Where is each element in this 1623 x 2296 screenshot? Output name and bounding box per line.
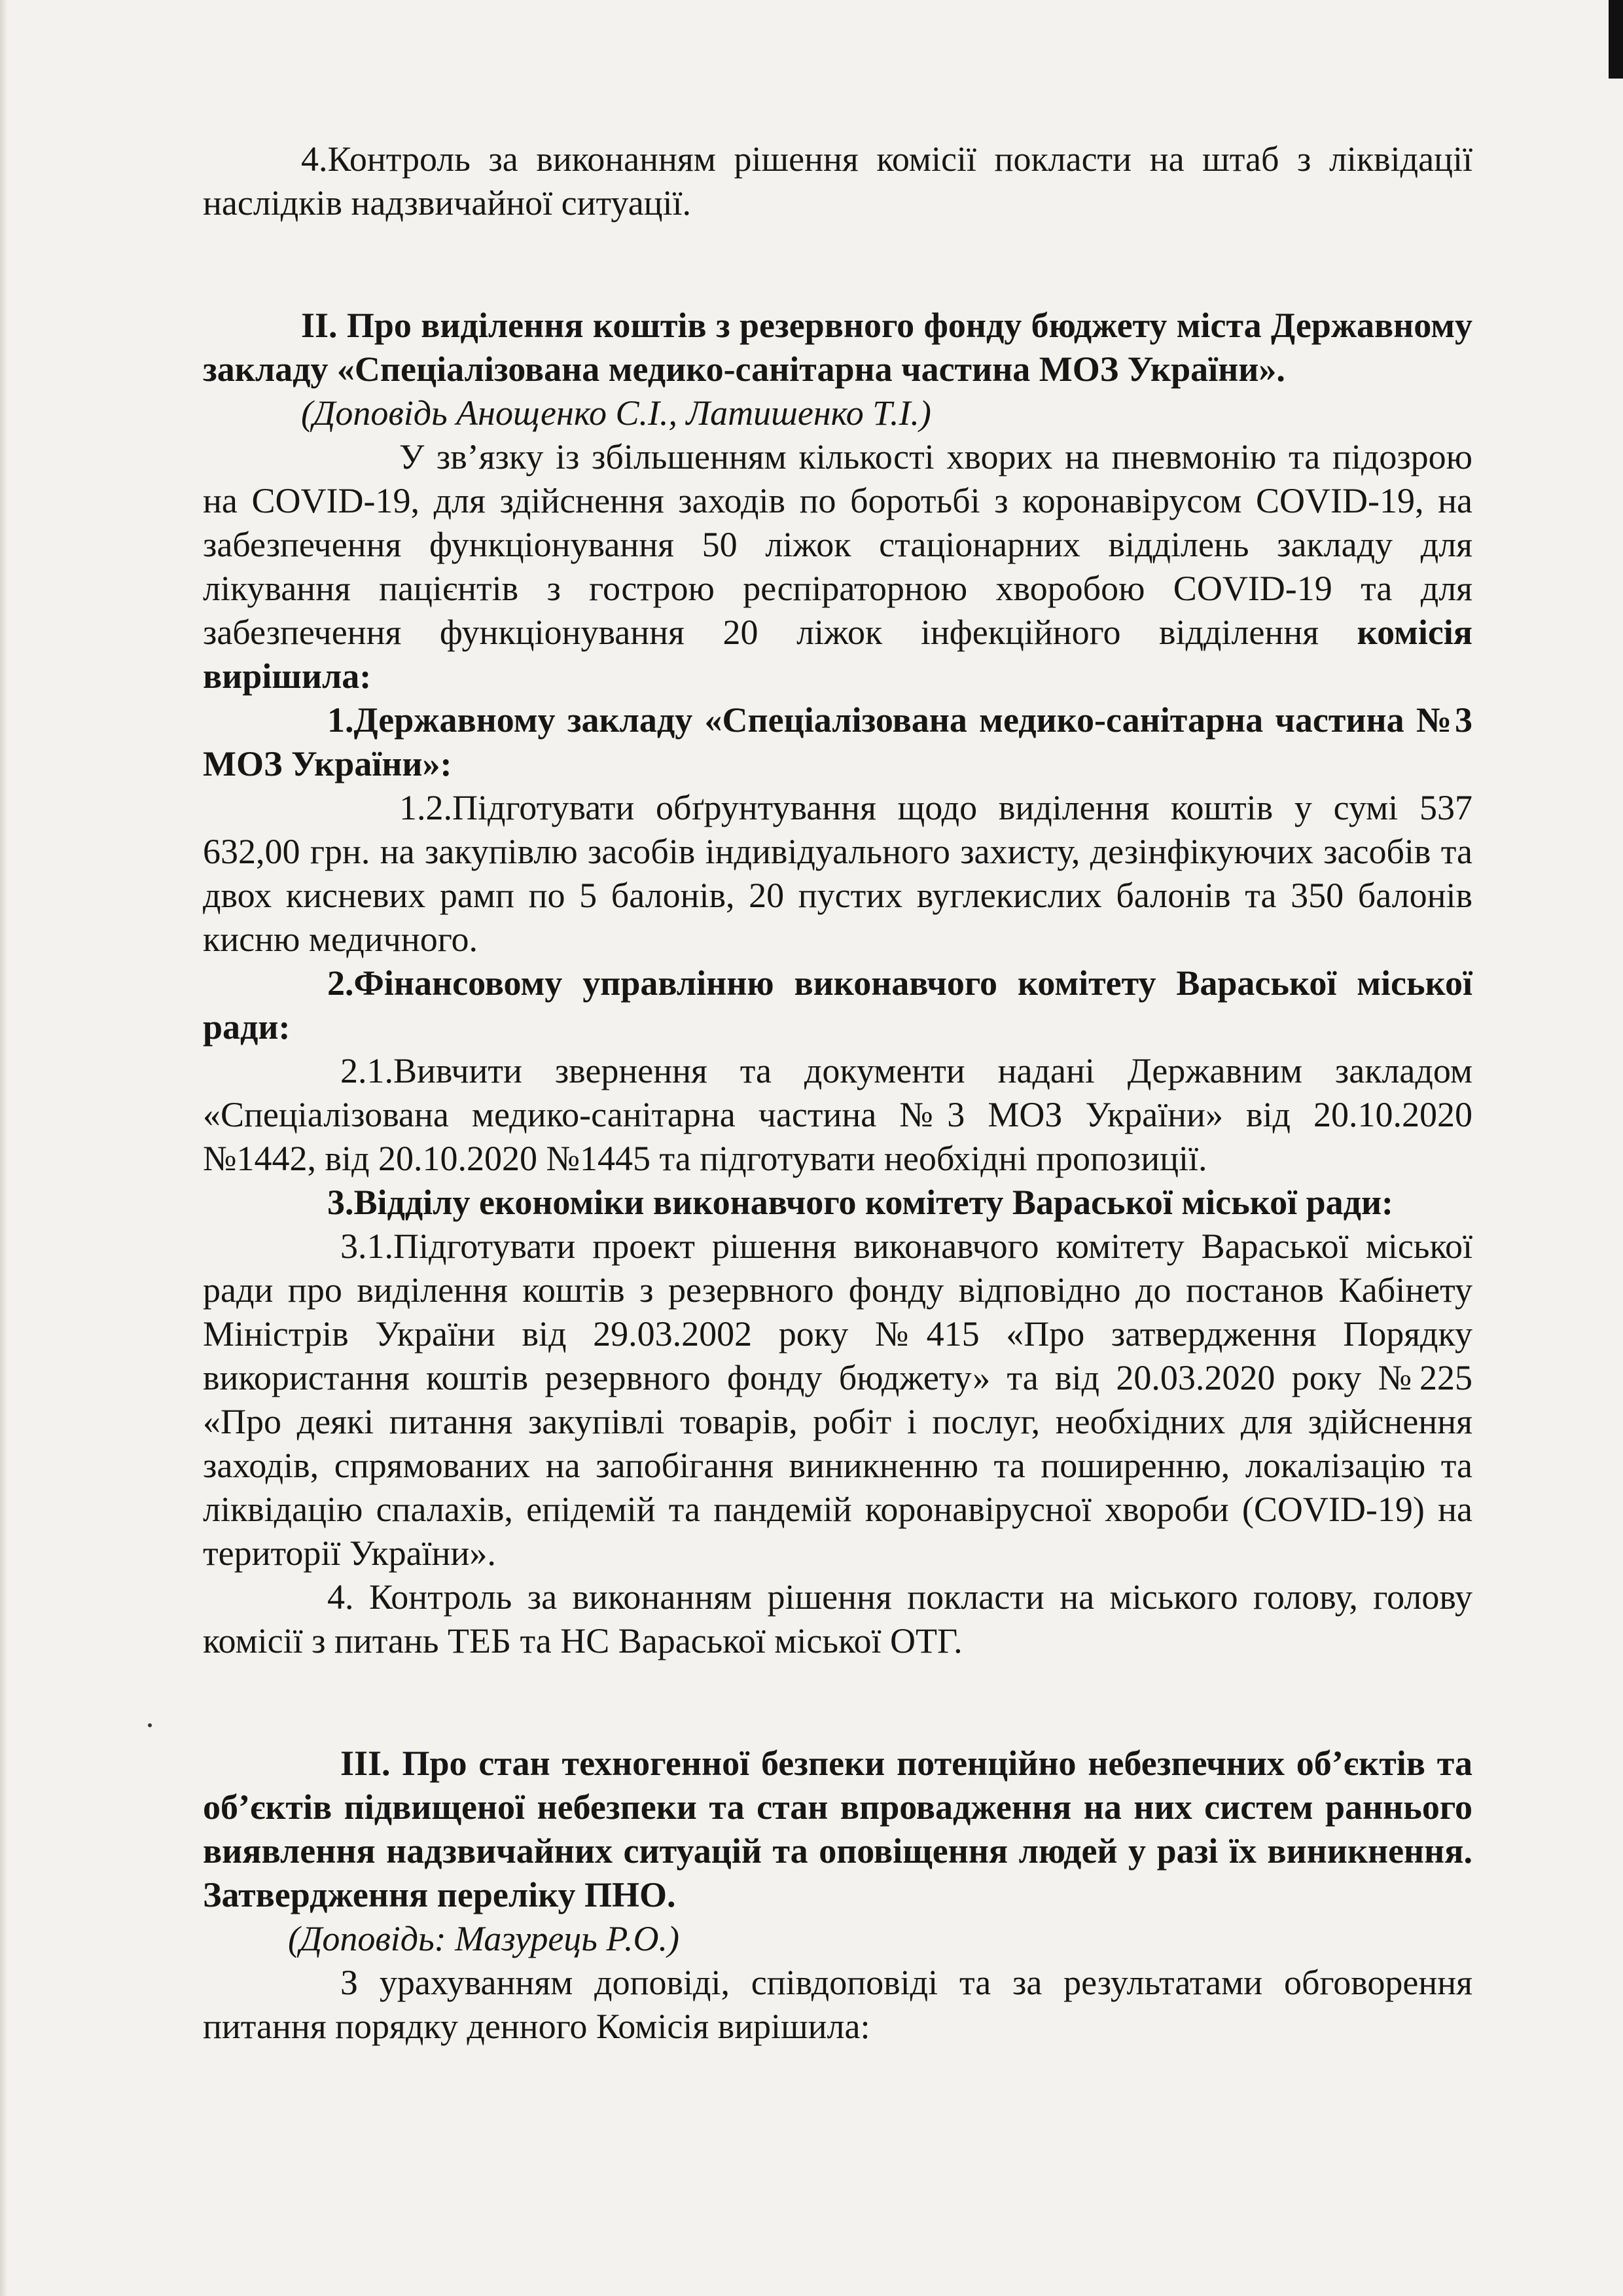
- point-3-1: 3.1.Підготувати проект рішення виконавчого комітету Вараської міської ради про виділення коштів з резервного фонду відповідно до постанов Кабінету Міністрів України від 29.03.2002 року №415 «Про затвердження Порядку використання коштів резервного фонду бюджету» та від 20.03.2020 року №225 «Про деякі питання закупівлі товарів, робіт і послуг, необхідних для здійснення заходів, спрямованих на запобігання виникненню та поширенню, локалізацію та ліквідацію спалахів, епідемій та пандемій коронавірусної хвороби (COVID-19) на території України».: [203, 1227, 1472, 1573]
- section-2-intro-decided: комісія вирішила:: [203, 613, 1473, 696]
- spacer: [203, 225, 1472, 304]
- item-4: 4.Контроль за виконанням рішення комісії покласти на штаб з ліквідації наслідків надзвичайної ситуації.: [203, 139, 1472, 223]
- point-1-2: 1.2.Підготувати обґрунтування щодо виділення коштів у сумі 537 632,00 грн. на закупівлю засобів індивідуального захисту, дезінфікуючих засобів та двох кисневих рамп по 5 балонів, 20 пустих вуглекислих балонів та 350 балонів кисню медичного.: [203, 788, 1472, 959]
- document-page: [203, 137, 1472, 2049]
- point-2-1: 2.1.Вивчити звернення та документи надані Державним закладом «Спеціалізована медико-санітарна частина №3 МОЗ України» від 20.10.2020 №1442, від 20.10.2020 №1445 та підготувати необхідні пропозиції.: [203, 1051, 1472, 1178]
- section-3-text: З урахуванням доповіді, співдоповіді та за результатами обговорення питання порядку денного Комісія вирішила:: [203, 1963, 1472, 2046]
- point-4: 4. Контроль за виконанням рішення покласти на міського голову, голову комісії з питань ТЕБ та НС Вараської міської ОТГ.: [203, 1577, 1472, 1660]
- section-3-speaker: (Доповідь: Мазурець Р.О.): [288, 1919, 679, 1958]
- point-1-heading: 1.Державному закладу «Спеціалізована медико-санітарна частина №3 МОЗ України»:: [203, 700, 1472, 783]
- point-2-heading: 2.Фінансовому управлінню виконавчого комітету Вараської міської ради:: [203, 963, 1472, 1047]
- section-2-speakers: (Доповідь Анощенко С.І., Латишенко Т.І.): [301, 393, 931, 433]
- section-2-heading: II. Про виділення коштів з резервного фонду бюджету міста Державному закладу «Спеціалізована медико-санітарна частина МОЗ України».: [203, 306, 1472, 389]
- section-2-intro: [203, 435, 1472, 698]
- section-2-intro-text: У зв’язку із збільшенням кількості хворих на пневмонію та підозрою на COVID-19, для здійснення заходів по боротьбі з коронавірусом COVID-19, на забезпечення функціонування 50 ліжок стаціонарних відділень закладу для лікування пацієнтів з гострою респіраторною хворобою COVID-19 та для забезпечення функціонування 20 ліжок інфекційного відділення: [203, 437, 1472, 652]
- scan-dot: [148, 1723, 152, 1727]
- scan-edge-mark: [1609, 0, 1623, 79]
- section-3-heading: III. Про стан техногенної безпеки потенційно небезпечних об’єктів та об’єктів підвищеної небезпеки та стан впровадження на них систем раннього виявлення надзвичайних ситуацій та оповіщення людей у разі їх виникнення. Затвердження переліку ПНО.: [203, 1744, 1472, 1914]
- point-3-heading: 3.Відділу економіки виконавчого комітету Вараської міської ради:: [327, 1183, 1394, 1222]
- scan-shadow: [0, 0, 8, 2296]
- spacer: [203, 1663, 1472, 1742]
